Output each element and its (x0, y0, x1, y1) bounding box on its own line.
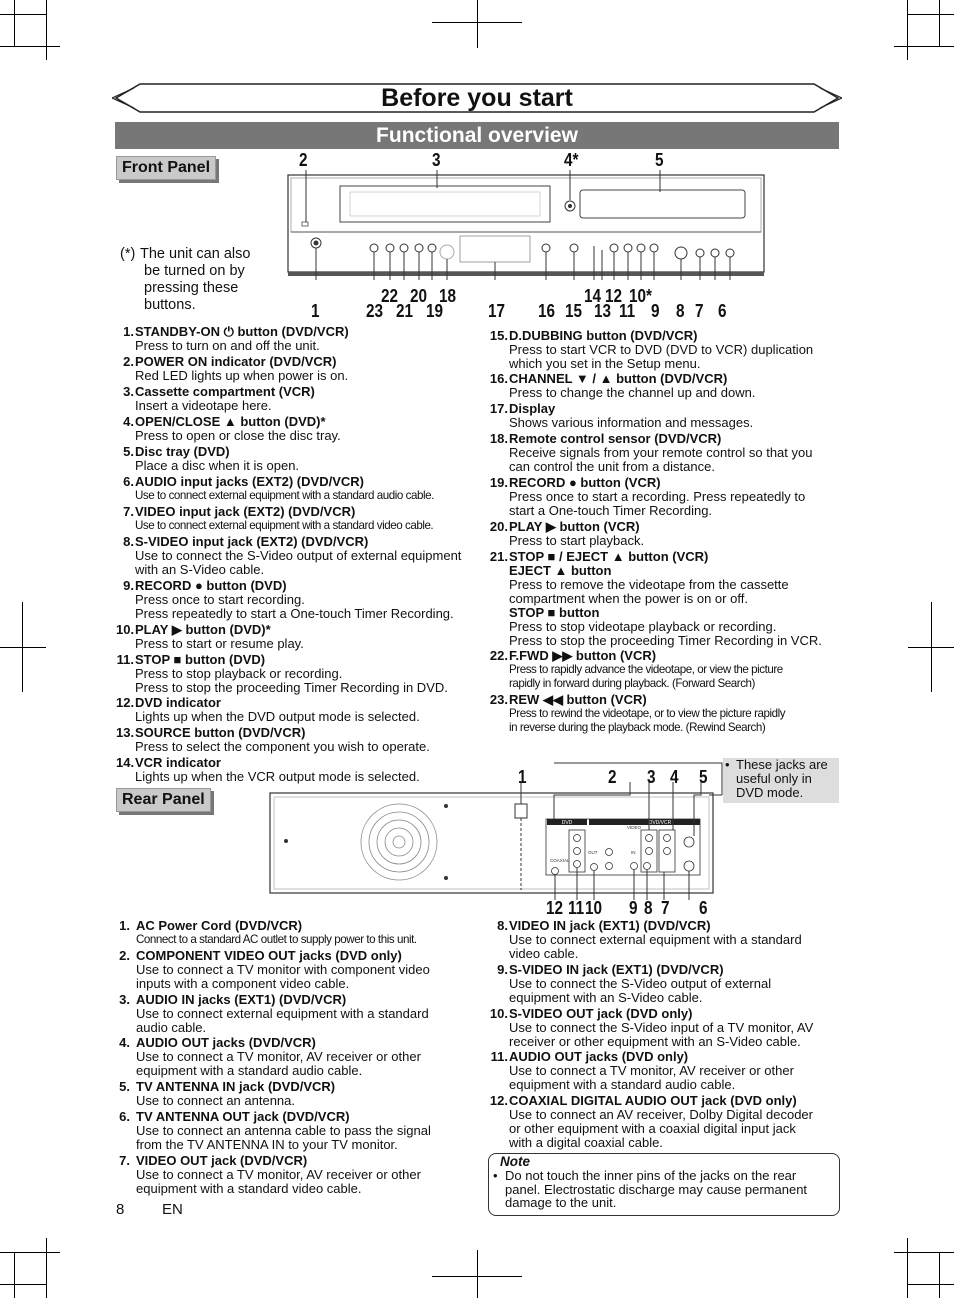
callout-2: 2 (299, 150, 308, 170)
front-item: 19. RECORD ● button (VCR) Press once to start a recording. Press repeatedly to start a One-touch Timer Recording. (489, 475, 806, 518)
front-item: 7. VIDEO input jack (EXT2) (DVD/VCR) Use to connect external equipment with a standard video cable. (123, 504, 434, 532)
rear-callout-11: 11 (568, 898, 585, 918)
callout-17: 17 (488, 301, 506, 321)
front-item: 21. STOP ■ / EJECT ▲ button (VCR) EJECT ▲ button Press to remove the videotape from the cassette compartment when the power is on or off. STOP ■ button Press to stop videotape playback or recording. Press to stop the proceeding Timer Recording in VCR. (489, 549, 822, 648)
front-item: 2. POWER ON indicator (DVD/VCR) Red LED lights up when power is on. (123, 354, 349, 383)
rear-callout-7: 7 (661, 898, 670, 918)
front-item: 18. Remote control sensor (DVD/VCR) Receive signals from your remote control so that you can control the unit from a distance. (489, 431, 813, 474)
rear-panel-label: Rear Panel (116, 788, 211, 812)
rear-callout-4: 4 (670, 767, 679, 787)
front-panel-diagram (280, 170, 770, 280)
rear-jack-note: • These jacks are useful only in DVD mode. (723, 758, 839, 803)
callout-12: 12 (605, 286, 623, 306)
rear-callout-2: 2 (608, 767, 617, 787)
rear-item: 5. TV ANTENNA IN jack (DVD/VCR) Use to connect an antenna. (119, 1079, 336, 1108)
rear-item: 11. AUDIO OUT jacks (DVD only) Use to connect a TV monitor, AV receiver or other equipment with a standard audio cable. (490, 1049, 794, 1092)
callout-23: 23 (366, 301, 384, 321)
panel-label-video: VIDEO (627, 825, 642, 830)
callout-22: 22 (381, 286, 399, 306)
page-number: 8 (116, 1201, 125, 1218)
front-item: 8. S-VIDEO input jack (EXT2) (DVD/VCR) Use to connect the S-Video output of external equipment with an S-Video cable. (123, 534, 462, 577)
note-bullet: • (493, 1168, 498, 1183)
rear-item: 10. S-VIDEO OUT jack (DVD only) Use to connect the S-Video input of a TV monitor, AV receiver or other equipment with an S-Video cable. (489, 1006, 814, 1049)
page-language: EN (162, 1201, 183, 1218)
front-item: 11. STOP ■ button (DVD) Press to stop playback or recording. Press to stop the proceeding Timer Recording in DVD. (116, 652, 448, 695)
callout-7: 7 (695, 301, 704, 321)
callout-14: 14 (584, 286, 602, 306)
callout-4: 4* (564, 150, 579, 170)
callout-19: 19 (426, 301, 444, 321)
callout-18: 18 (439, 286, 457, 306)
rear-item: 2. COMPONENT VIDEO OUT jacks (DVD only) Use to connect a TV monitor with component video inputs with a component video cable. (119, 948, 430, 991)
front-item: 13. SOURCE button (DVD/VCR) Press to select the component you wish to operate. (116, 725, 430, 754)
section-title: Functional overview (115, 122, 839, 149)
front-item: 5. Disc tray (DVD) Place a disc when it is open. (123, 444, 300, 473)
front-item: 9. RECORD ● button (DVD) Press once to start recording. Press repeatedly to start a One-touch Timer Recording. (123, 578, 454, 621)
front-item: 15. D.DUBBING button (DVD/VCR) Press to start VCR to DVD (DVD to VCR) duplication which you set in the Setup menu. (489, 328, 814, 371)
callout-13: 13 (594, 301, 612, 321)
panel-label-out: OUT (588, 850, 598, 855)
callout-16: 16 (538, 301, 556, 321)
callout-5: 5 (655, 150, 664, 170)
callout-3: 3 (432, 150, 441, 170)
front-item: 16. CHANNEL ▼ / ▲ button (DVD/VCR) Press to change the channel up and down. (489, 371, 756, 400)
callout-9: 9 (651, 301, 660, 321)
front-item: 3. Cassette compartment (VCR) Insert a videotape here. (123, 384, 315, 413)
note-text: Do not touch the inner pins of the jacks on the rear panel. Electrostatic discharge may cause permanent damage to the unit. (505, 1168, 808, 1210)
note-heading: Note (500, 1154, 530, 1169)
rear-item: 8. VIDEO IN jack (EXT1) (DVD/VCR) Use to connect external equipment with a standard video cable. (497, 918, 802, 961)
front-item: 1. STANDBY-ON ⏻ button (DVD/VCR) Press to turn on and off the unit. (123, 324, 349, 353)
callout-8: 8 (676, 301, 685, 321)
panel-label-coaxial: COAXIAL (550, 858, 570, 863)
note-box (488, 1153, 840, 1216)
front-item: 4. OPEN/CLOSE ▲ button (DVD)* Press to open or close the disc tray. (123, 414, 341, 443)
rear-callout-12: 12 (546, 898, 564, 918)
panel-label-dvd: DVD (561, 820, 573, 826)
front-item: 10. PLAY ▶ button (DVD)* Press to start or resume play. (116, 622, 304, 651)
rear-callout-1: 1 (518, 767, 527, 787)
front-item: 23. REW ◀◀ button (VCR) Press to rewind the videotape, or to view the picture rapidly in reverse during the playback mode. (Rewind Search) (489, 692, 786, 734)
front-item: 17. Display Shows various information and messages. (489, 401, 754, 430)
rear-callout-5: 5 (699, 767, 708, 787)
callout-21: 21 (396, 301, 414, 321)
callout-11: 11 (619, 301, 636, 321)
callout-10: 10* (629, 286, 652, 306)
rear-item: 4. AUDIO OUT jacks (DVD/VCR) Use to connect a TV monitor, AV receiver or other equipment with a standard audio cable. (119, 1035, 421, 1078)
front-panel-label: Front Panel (116, 156, 216, 180)
rear-item: 3. AUDIO IN jacks (EXT1) (DVD/VCR) Use to connect external equipment with a standard audio cable. (119, 992, 429, 1035)
rear-callout-10: 10 (585, 898, 603, 918)
front-item: 14. VCR indicator Lights up when the VCR output mode is selected. (116, 755, 420, 784)
front-item: 20. PLAY ▶ button (VCR) Press to start playback. (489, 519, 645, 548)
callout-20: 20 (410, 286, 428, 306)
rear-item: 12. COAXIAL DIGITAL AUDIO OUT jack (DVD only) Use to connect an AV receiver, Dolby Digital decoder or other equipment with a coaxial digital input jack with a digital coaxial cable. (489, 1093, 813, 1150)
rear-item: 1. AC Power Cord (DVD/VCR) Connect to a standard AC outlet to supply power to this unit. (119, 918, 417, 946)
panel-label-dvdvcr: DVD/VCR (648, 820, 672, 826)
callout-15: 15 (565, 301, 583, 321)
panel-label-in: IN (631, 850, 636, 855)
callout-6: 6 (718, 301, 727, 321)
front-item: 6. AUDIO input jacks (EXT2) (DVD/VCR) Use to connect external equipment with a standard audio cable. (123, 474, 434, 502)
rear-item: 7. VIDEO OUT jack (DVD/VCR) Use to connect a TV monitor, AV receiver or other equipment with a standard video cable. (119, 1153, 421, 1196)
rear-callout-3: 3 (647, 767, 656, 787)
callout-1: 1 (311, 301, 320, 321)
front-item: 12. DVD indicator Lights up when the DVD output mode is selected. (116, 695, 420, 724)
rear-item: 9. S-VIDEO IN jack (EXT1) (DVD/VCR) Use to connect the S-Video output of external equipment with an S-Video cable. (497, 962, 772, 1005)
front-item: 22. F.FWD ▶▶ button (VCR) Press to rapidly advance the videotape, or view the picture rapidly in forward during playback. (Forward Search) (489, 648, 783, 690)
rear-callout-9: 9 (629, 898, 638, 918)
rear-callout-8: 8 (644, 898, 653, 918)
page-title: Before you start (381, 84, 573, 112)
rear-item: 6. TV ANTENNA OUT jack (DVD/VCR) Use to connect an antenna cable to pass the signal from the TV ANTENNA IN to your TV monitor. (119, 1109, 431, 1152)
rear-callout-6: 6 (699, 898, 708, 918)
